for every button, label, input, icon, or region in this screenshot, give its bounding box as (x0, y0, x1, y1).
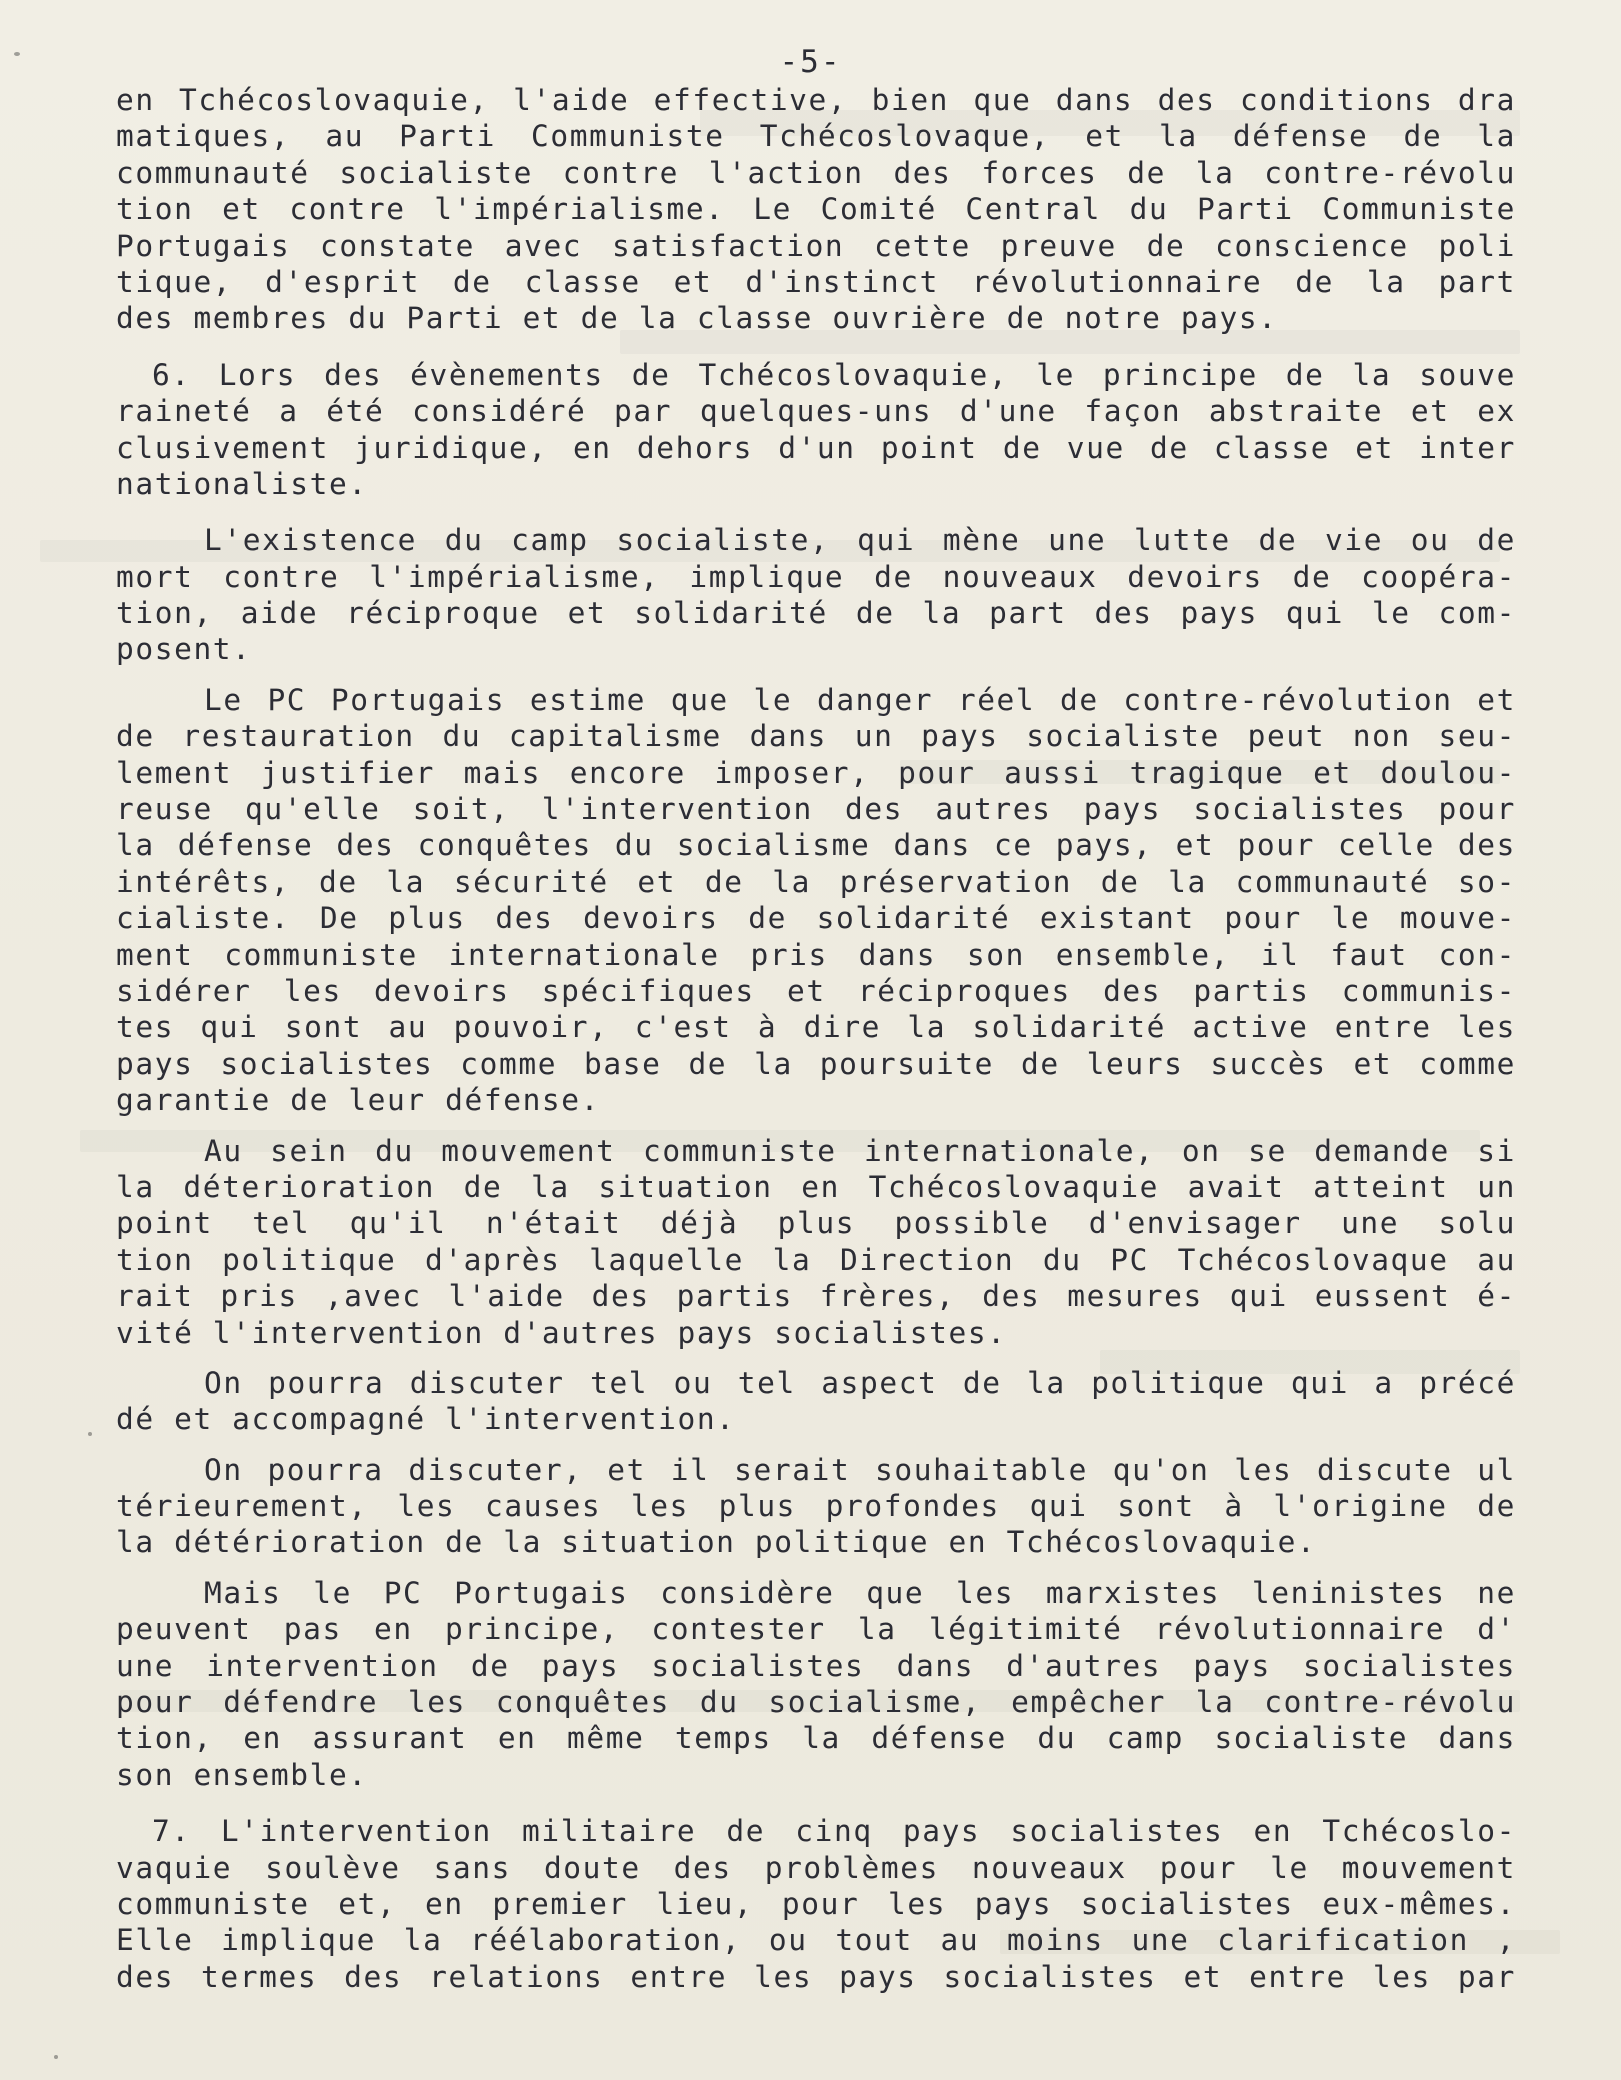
text-line: reuse qu'elle soit, l'intervention des autres pays socialistes pour (116, 792, 1516, 827)
text-line: posent. (116, 632, 252, 667)
text-line: communauté socialiste contre l'action des forces de la contre-révolu (116, 155, 1516, 190)
text-line: Au sein du mouvement communiste internationale, on se demande si (204, 1133, 1516, 1168)
text-line: Le PC Portugais estime que le danger réel de contre-révolution et (204, 682, 1516, 717)
paper-speck (88, 1432, 92, 1436)
text-line: communiste et, en premier lieu, pour les pays socialistes eux-mêmes. (116, 1886, 1516, 1921)
text-line: 6. Lors des évènements de Tchécoslovaquie, le principe de la souve (152, 357, 1516, 392)
text-line: L'existence du camp socialiste, qui mène une lutte de vie ou de (204, 523, 1516, 558)
paragraph-point-7 (116, 1813, 1516, 1995)
text-line: pour défendre les conquêtes du socialisme, empêcher la contre-révolu (116, 1685, 1516, 1720)
text-line: tion, aide réciproque et solidarité de la part des pays qui le com- (116, 596, 1516, 631)
text-line: rait pris ,avec l'aide des partis frères, des mesures qui eussent é- (116, 1279, 1516, 1314)
text-line: la déterioration de la situation en Tchécoslovaquie avait atteint un (116, 1169, 1516, 1204)
text-line: sidérer les devoirs spécifiques et réciproques des partis communis- (116, 973, 1516, 1008)
text-line: Mais le PC Portugais considère que les marxistes leninistes ne (204, 1575, 1516, 1610)
text-line: la défense des conquêtes du socialisme dans ce pays, et pour celle des (116, 828, 1516, 863)
text-line: son ensemble. (116, 1757, 368, 1792)
text-line: peuvent pas en principe, contester la légitimité révolutionnaire d' (116, 1612, 1516, 1647)
paragraph-continuation (116, 82, 1516, 337)
text-line: cialiste. De plus des devoirs de solidarité existant pour le mouve- (116, 901, 1516, 936)
text-line: pays socialistes comme base de la poursuite de leurs succès et comme (116, 1046, 1516, 1081)
text-line: vité l'intervention d'autres pays socialistes. (116, 1315, 1007, 1350)
text-line: lement justifier mais encore imposer, pour aussi tragique et doulou- (116, 755, 1516, 790)
text-line: tique, d'esprit de classe et d'instinct révolutionnaire de la part (116, 264, 1516, 299)
text-line: vaquie soulève sans doute des problèmes nouveaux pour le mouvement (116, 1850, 1516, 1885)
text-line: raineté a été considéré par quelques-uns d'une façon abstraite et ex (116, 394, 1516, 429)
paragraph-camp-socialiste (116, 522, 1516, 668)
text-line: 7. L'intervention militaire de cinq pays socialistes en Tchécoslo- (152, 1814, 1516, 1849)
text-line: Portugais constate avec satisfaction cette preuve de conscience poli (116, 228, 1516, 263)
text-line: la détérioration de la situation politique en Tchécoslovaquie. (116, 1525, 1317, 1560)
paragraph-point-6 (116, 357, 1516, 503)
text-line: Elle implique la réélaboration, ou tout au moins une clarification , (116, 1923, 1516, 1958)
text-line: point tel qu'il n'était déjà plus possible d'envisager une solu (116, 1206, 1516, 1241)
text-line: tion et contre l'impérialisme. Le Comité Central du Parti Communiste (116, 192, 1516, 227)
text-line: clusivement juridique, en dehors d'un point de vue de classe et inter (116, 430, 1516, 465)
text-line: de restauration du capitalisme dans un pays socialiste peut non seu- (116, 719, 1516, 754)
text-line: une intervention de pays socialistes dans d'autres pays socialistes (116, 1648, 1516, 1683)
text-line: intérêts, de la sécurité et de la préservation de la communauté so- (116, 864, 1516, 899)
text-line: dé et accompagné l'intervention. (116, 1402, 736, 1437)
paragraph-mouvement-communiste (116, 1133, 1516, 1351)
text-line: garantie de leur défense. (116, 1083, 601, 1118)
text-line: tion, en assurant en même temps la défense du camp socialiste dans (116, 1721, 1516, 1756)
paragraph-on-pourra-discuter-1 (116, 1365, 1516, 1438)
text-line: des membres du Parti et de la classe ouvrière de notre pays. (116, 301, 1278, 336)
text-line: en Tchécoslovaquie, l'aide effective, bien que dans des conditions dra (116, 83, 1516, 117)
paper-speck (54, 2055, 58, 2059)
paragraph-mais-le-pc (116, 1575, 1516, 1793)
text-line: tion politique d'après laquelle la Direction du PC Tchécoslovaque au (116, 1242, 1516, 1277)
paragraph-on-pourra-discuter-2 (116, 1452, 1516, 1561)
text-line: mort contre l'impérialisme, implique de nouveaux devoirs de coopéra- (116, 559, 1516, 594)
text-line: tes qui sont au pouvoir, c'est à dire la solidarité active entre les (116, 1010, 1516, 1045)
text-line: des termes des relations entre les pays socialistes et entre les par (116, 1959, 1516, 1994)
text-line: ment communiste internationale pris dans son ensemble, il faut con- (116, 937, 1516, 972)
page-number: -5- (779, 44, 842, 80)
text-line: matiques, au Parti Communiste Tchécoslovaque, et la défense de la (116, 119, 1516, 154)
text-line: nationaliste. (116, 466, 368, 501)
body-text (116, 82, 1516, 2009)
paragraph-pc-portugais-estime (116, 682, 1516, 1119)
text-line: On pourra discuter tel ou tel aspect de la politique qui a précé (204, 1365, 1516, 1400)
text-line: térieurement, les causes les plus profondes qui sont à l'origine de (116, 1489, 1516, 1524)
text-line: On pourra discuter, et il serait souhaitable qu'on les discute ul (204, 1452, 1516, 1487)
